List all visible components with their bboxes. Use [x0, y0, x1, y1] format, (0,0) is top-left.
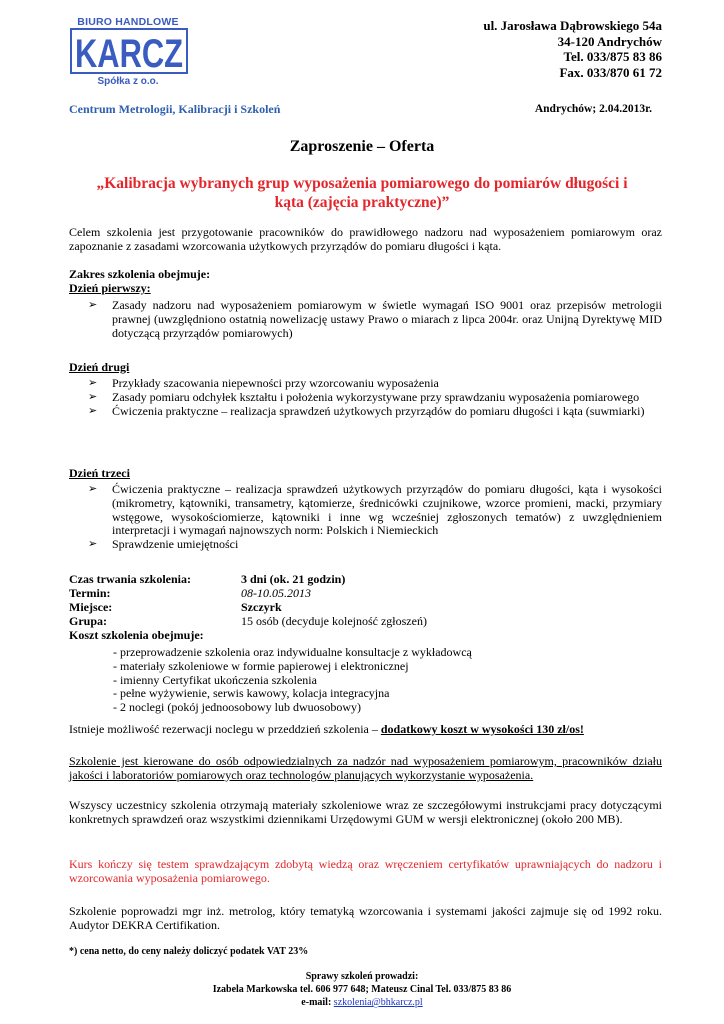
day3-heading: Dzień trzeci: [69, 466, 130, 480]
email-label: e-mail:: [301, 997, 334, 1008]
list-item: - 2 noclegi (pokój jednoosobowy lub dwuosobowy): [113, 700, 361, 715]
list-item: - pełne wyżywienie, serwis kawowy, kolacja integracyjna: [113, 686, 390, 701]
arrow-bullet-icon: ➢: [88, 538, 98, 551]
vat-note: *) cena netto, do ceny należy doliczyć podatek VAT 23%: [69, 946, 309, 957]
arrow-bullet-icon: ➢: [88, 299, 98, 311]
list-item: - materiały szkoleniowe w formie papierowej i elektronicznej: [113, 658, 409, 673]
document-title: Zaproszenie – Oferta: [289, 138, 435, 155]
address-fax: Fax. 033/870 61 72: [559, 64, 662, 80]
email-link[interactable]: szkolenia@bhkarcz.pl: [333, 997, 423, 1008]
cost-list: [113, 646, 633, 715]
day3-list: [88, 483, 662, 552]
term-label: Termin:: [69, 586, 111, 600]
logo-main-text: KARCZ: [75, 32, 183, 76]
list-item: - imienny Certyfikat ukończenia szkolenia: [113, 672, 317, 687]
arrow-bullet-icon: ➢: [88, 404, 98, 417]
logo-main: [70, 28, 188, 74]
footer-contacts: Izabela Markowska tel. 606 977 648; Mateusz Cinal Tel. 033/875 83 86: [212, 984, 512, 995]
address-city: 34-120 Andrychów: [557, 33, 662, 49]
course-title-line-2: kąta (zajęcia praktyczne)”: [274, 194, 450, 211]
day2-list: [88, 377, 662, 418]
arrow-bullet-icon: ➢: [88, 390, 98, 403]
logo-top-text: BIURO HANDLOWE: [77, 16, 179, 28]
lecturer-paragraph: Szkolenie poprowadzi mgr inż. metrolog, który tematyką wzorcowania i systemami jakości zajmuje się od 1992 roku. Audytor DEKRA Certifikation.: [69, 904, 662, 932]
list-item: ➢ Zasady pomiaru odchyłek kształtu i położenia wykorzystywane przy sprawdzaniu wyposażenia pomiarowego: [88, 389, 640, 404]
exam-paragraph: Kurs kończy się testem sprawdzającym zdobytą wiedzą oraz wręczeniem certyfikatów uprawniających do nadzoru i wzorcowania wyposażenia pomiarowego.: [69, 857, 662, 885]
list-item: ➢ Ćwiczenia praktyczne – realizacja sprawdzeń użytkowych przyrządów do pomiaru długości, kąta i wysokości (mikrometry, kątowniki, transametry, kątomierze, średnicówki czujnikowe, wzorce promieni, macki, przymiary wstęgowe, wysokościomierze, kątowniki i inne wg wcześniej zgłoszonych tematów) z uwzględnieniem interpretacji i wymagań najnowszych norm: Polskich i Niemieckich: [88, 482, 662, 538]
address-street: ul. Jarosława Dąbrowskiego 54a: [483, 18, 662, 33]
course-title-line-1: „Kalibracja wybranych grup wyposażenia pomiarowego do pomiarów długości i: [96, 175, 628, 192]
audience-paragraph: Szkolenie jest kierowane do osób odpowiedzialnych za nadzór nad wyposażeniem pomiarowym, pracowników działu jakości i laboratoriów pomiarowych oraz technologów planujących wykorzystanie wyposażenia.: [69, 754, 662, 782]
document-date: Andrychów; 2.04.2013r.: [534, 103, 652, 115]
extra-night-note: [69, 723, 662, 737]
group-value: 15 osób (decyduje kolejność zgłoszeń): [241, 614, 427, 628]
company-address: [483, 18, 662, 80]
address-phone: Tel. 033/875 83 86: [563, 49, 662, 64]
centre-name: Centrum Metrologii, Kalibracji i Szkoleń: [69, 102, 281, 116]
duration-value: 3 dni (ok. 21 godzin): [241, 572, 346, 586]
term-value: 08-10.05.2013: [241, 586, 311, 600]
scope-heading: Zakres szkolenia obejmuje:: [69, 267, 211, 281]
list-item: ➢ Przykłady szacowania niepewności przy wzorcowaniu wyposażenia: [88, 376, 439, 390]
cost-heading: Koszt szkolenia obejmuje:: [69, 628, 204, 642]
logo-bottom-text: Spółka z o.o.: [97, 76, 159, 87]
company-logo: [70, 16, 190, 92]
duration-label: Czas trwania szkolenia:: [69, 572, 191, 586]
place-value: Szczyrk: [241, 600, 282, 614]
intro-paragraph: Celem szkolenia jest przygotowanie pracowników do prawidłowego nadzoru nad wyposażeniem pomiarowym oraz zapoznanie z zasadami wzorcowania użytkowych przyrządów do pomiaru długości i kąta.: [69, 225, 662, 253]
list-item: ➢ Sprawdzenie umiejętności: [88, 537, 239, 552]
footer-email-line: [0, 996, 724, 1009]
list-item: ➢ Zasady nadzoru nad wyposażeniem pomiarowym w świetle wymagań ISO 9001 oraz przepisów metrologii prawnej (uwzględniono ostatnią nowelizację ustawy Prawo o miarach z lipca 2004r. oraz Unijną Dyrektywę MID dotyczącą przyrządów pomiarowych): [88, 298, 662, 340]
footer-heading: Sprawy szkoleń prowadzi:: [305, 971, 419, 982]
place-label: Miejsce:: [69, 600, 113, 614]
day1-heading: Dzień pierwszy:: [69, 281, 151, 295]
day1-list: [88, 299, 662, 340]
extra-night-text: Istnieje możliwość rezerwacji noclegu w przeddzień szkolenia –: [69, 722, 381, 736]
day2-heading: Dzień drugi: [69, 360, 130, 374]
list-item: - przeprowadzenie szkolenia oraz indywidualne konsultacje z wykładowcą: [113, 645, 472, 659]
course-title: [95, 174, 629, 212]
arrow-bullet-icon: ➢: [88, 377, 98, 389]
list-item: ➢ Ćwiczenia praktyczne – realizacja sprawdzeń użytkowych przyrządów do pomiaru długości i kąta (suwmiarki): [88, 403, 645, 418]
extra-night-cost: dodatkowy koszt w wysokości 130 zł/os!: [380, 722, 584, 736]
group-label: Grupa:: [69, 614, 108, 628]
materials-paragraph: Wszyscy uczestnicy szkolenia otrzymają materiały szkoleniowe wraz ze szczegółowymi instrukcjami pracy dotyczącymi konkretnych sprawdzeń oraz wszystkimi dziennikami Urzędowymi GUM w wersji elektronicznej (około 200 MB).: [69, 798, 662, 826]
arrow-bullet-icon: ➢: [88, 483, 98, 495]
